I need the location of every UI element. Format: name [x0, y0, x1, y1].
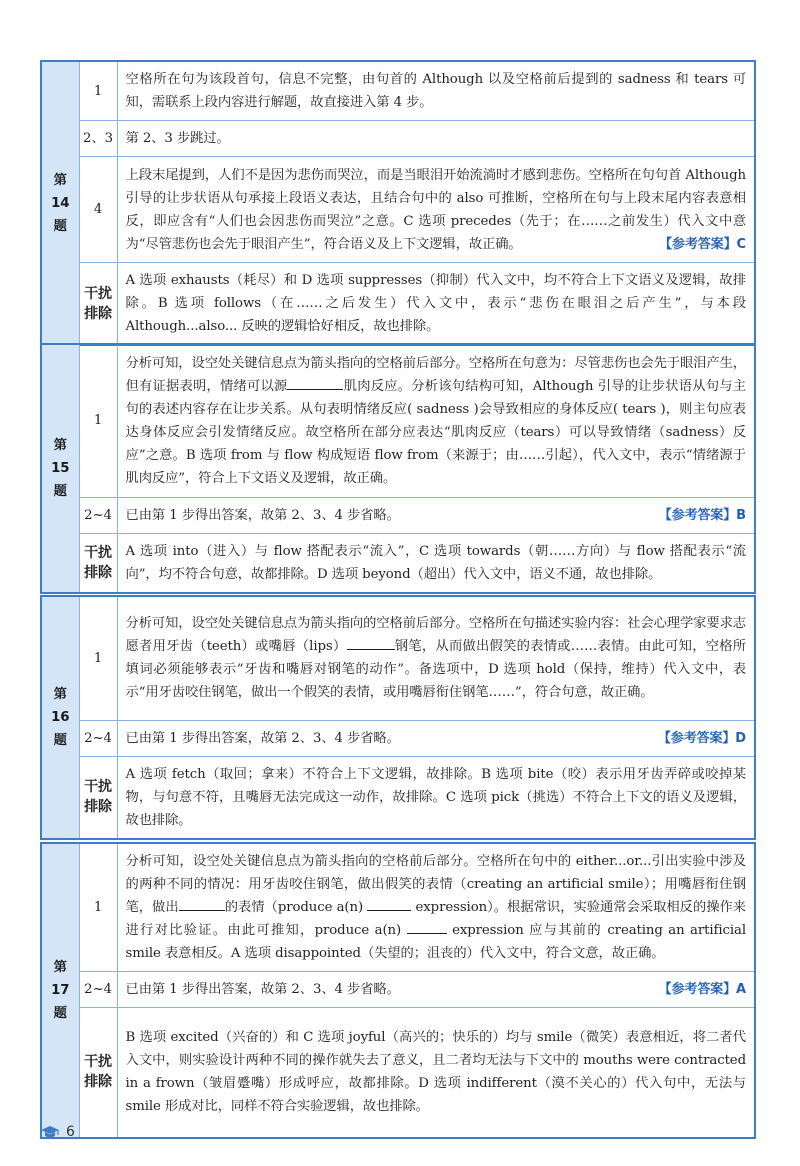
- question-label: 第16题: [41, 596, 79, 839]
- step-number: 1: [79, 596, 117, 720]
- question-label: 第14题: [41, 61, 79, 345]
- page-number: 6: [66, 1124, 75, 1140]
- fill-blank: [407, 919, 447, 934]
- question-16-table: [40, 595, 756, 840]
- page-footer: [40, 1124, 75, 1140]
- step-content: 分析可知，设空处关键信息点为箭头指向的空格前后部分。空格所在句意为：尽管悲伤也会先于眼泪产生，但有证据表明，情绪可以源 肌肉反应。分析该句结构可知，Although 引导的让步状语从句与主句的表述内容存在让步关系。从句表明情绪反应( sadness )会导致相应的身体反应( tears )，则主句应表达身体反应会引发情绪反应。故空格所在部分应表达“肌肉反应（tears）可以导致情绪（sadness）反应”之意。B 选项 from 与 flow 构成短语 flow from（来源于；由……引起），代入文中，表示“情绪源于肌肉反应”，符合上下文语义及逻辑，故正确。: [117, 344, 755, 497]
- fill-blank: [179, 896, 225, 911]
- fill-blank: [287, 375, 343, 390]
- step-content: A 选项 fetch（取回；拿来）不符合上下文逻辑，故排除。B 选项 bite（咬）表示用牙齿弄碎或咬掉某物，与句意不符，且嘴唇无法完成这一动作，故排除。C 选项 pick（挑选）不符合上下文的语义及逻辑，故也排除。: [117, 756, 755, 839]
- question-15-table: [40, 343, 756, 594]
- answer-badge: 【参考答案】D: [657, 730, 746, 746]
- step-content: 已由第 1 步得出答案，故第 2、3、4 步省略。 【参考答案】B: [117, 497, 755, 533]
- step-content: 第 2、3 步跳过。: [117, 121, 755, 157]
- step-content: 空格所在句为该段首句，信息不完整，由句首的 Although 以及空格前后提到的 sadness 和 tears 可知，需联系上段内容进行解题，故直接进入第 4 步。: [117, 61, 755, 121]
- step-content: 分析可知，设空处关键信息点为箭头指向的空格前后部分。空格所在句中的 either...or...引出实验中涉及的两种不同的情况：用牙齿咬住钢笔，做出假笑的表情（creating an artificial smile）；用嘴唇衔住钢笔，做出 的表情（produce a(n) expression）。根据常识，实验通常会采取相反的操作来进行对比验证。由此可推知，produce a(n) expression 应与其前的 creating an artificial smile 表意相反。A 选项 disappointed（失望的；沮丧的）代入文中，符合文意，故正确。: [117, 843, 755, 972]
- step-content: A 选项 exhausts（耗尽）和 D 选项 suppresses（抑制）代入文中，均不符合上下文语义及逻辑，故排除。B 选项 follows（在……之后发生）代入文中，表示“悲伤在眼泪之后产生”，与本段 Although...also... 反映的逻辑恰好相反，故也排除。: [117, 263, 755, 346]
- step-content: B 选项 excited（兴奋的）和 C 选项 joyful（高兴的；快乐的）均与 smile（微笑）表意相近，将二者代入文中，则实验设计两种不同的操作就失去了意义，且二者均无法与下文中的 mouths were contracted in a frown（皱眉蹙嘴）形成呼应，故都排除。D 选项 indifferent（漠不关心的）代入句中，无法与 smile 形成对比，同样不符合实验逻辑，故也排除。: [117, 1008, 755, 1138]
- step-number: 4: [79, 157, 117, 263]
- answer-badge: 【参考答案】A: [658, 982, 746, 997]
- step-content: 分析可知，设空处关键信息点为箭头指向的空格前后部分。空格所在句描述实验内容：社会心理学家要求志愿者用牙齿（teeth）或嘴唇（lips） 钢笔，从而做出假笑的表情或……表情。由此可知，空格所填词必须能够表示“牙齿和嘴唇对钢笔的动作”。备选项中，D 选项 hold（保持，维持）代入文中，表示“用牙齿咬住钢笔，做出一个假笑的表情，或用嘴唇衔住钢笔……”，符合句意，故正确。: [117, 596, 755, 720]
- question-14-table: [40, 60, 756, 346]
- step-number: 2~4: [79, 720, 117, 756]
- distractor-label: 干扰排除: [79, 263, 117, 346]
- step-content: 已由第 1 步得出答案，故第 2、3、4 步省略。 【参考答案】D: [117, 720, 755, 756]
- fill-blank: [367, 896, 411, 911]
- question-label: 第17题: [41, 843, 79, 1138]
- distractor-label: 干扰排除: [79, 1008, 117, 1138]
- answer-badge: 【参考答案】B: [658, 507, 746, 523]
- step-content: 已由第 1 步得出答案，故第 2、3、4 步省略。 【参考答案】A: [117, 972, 755, 1008]
- step-content: 上段末尾提到，人们不是因为悲伤而哭泣，而是当眼泪开始流淌时才感到悲伤。空格所在句句首 Although 引导的让步状语从句承接上段语义表达，且结合句中的 also 可推断，空格所在句与上段末尾内容表意相反，即应含有“人们也会因悲伤而哭泣”之意。C 选项 precedes（先于；在……之前发生）代入文中意为“尽管悲伤也会先于眼泪产生”，符合语义及上下文逻辑，故正确。 【参考答案】C: [117, 157, 755, 263]
- step-number: 1: [79, 61, 117, 121]
- distractor-label: 干扰排除: [79, 756, 117, 839]
- step-number: 2~4: [79, 972, 117, 1008]
- question-label: 第15题: [41, 344, 79, 593]
- step-number: 1: [79, 344, 117, 497]
- answer-badge: 【参考答案】C: [659, 236, 746, 252]
- fill-blank: [347, 635, 395, 650]
- step-number: 2~4: [79, 497, 117, 533]
- step-content: A 选项 into（进入）与 flow 搭配表示“流入”，C 选项 towards（朝……方向）与 flow 搭配表示“流向”，均不符合句意，故都排除。D 选项 beyond（超出）代入文中，语义不通，故也排除。: [117, 533, 755, 593]
- step-number: 2、3: [79, 121, 117, 157]
- question-17-table: [40, 842, 756, 1139]
- step-number: 1: [79, 843, 117, 972]
- graduation-cap-icon: [40, 1124, 60, 1140]
- distractor-label: 干扰排除: [79, 533, 117, 593]
